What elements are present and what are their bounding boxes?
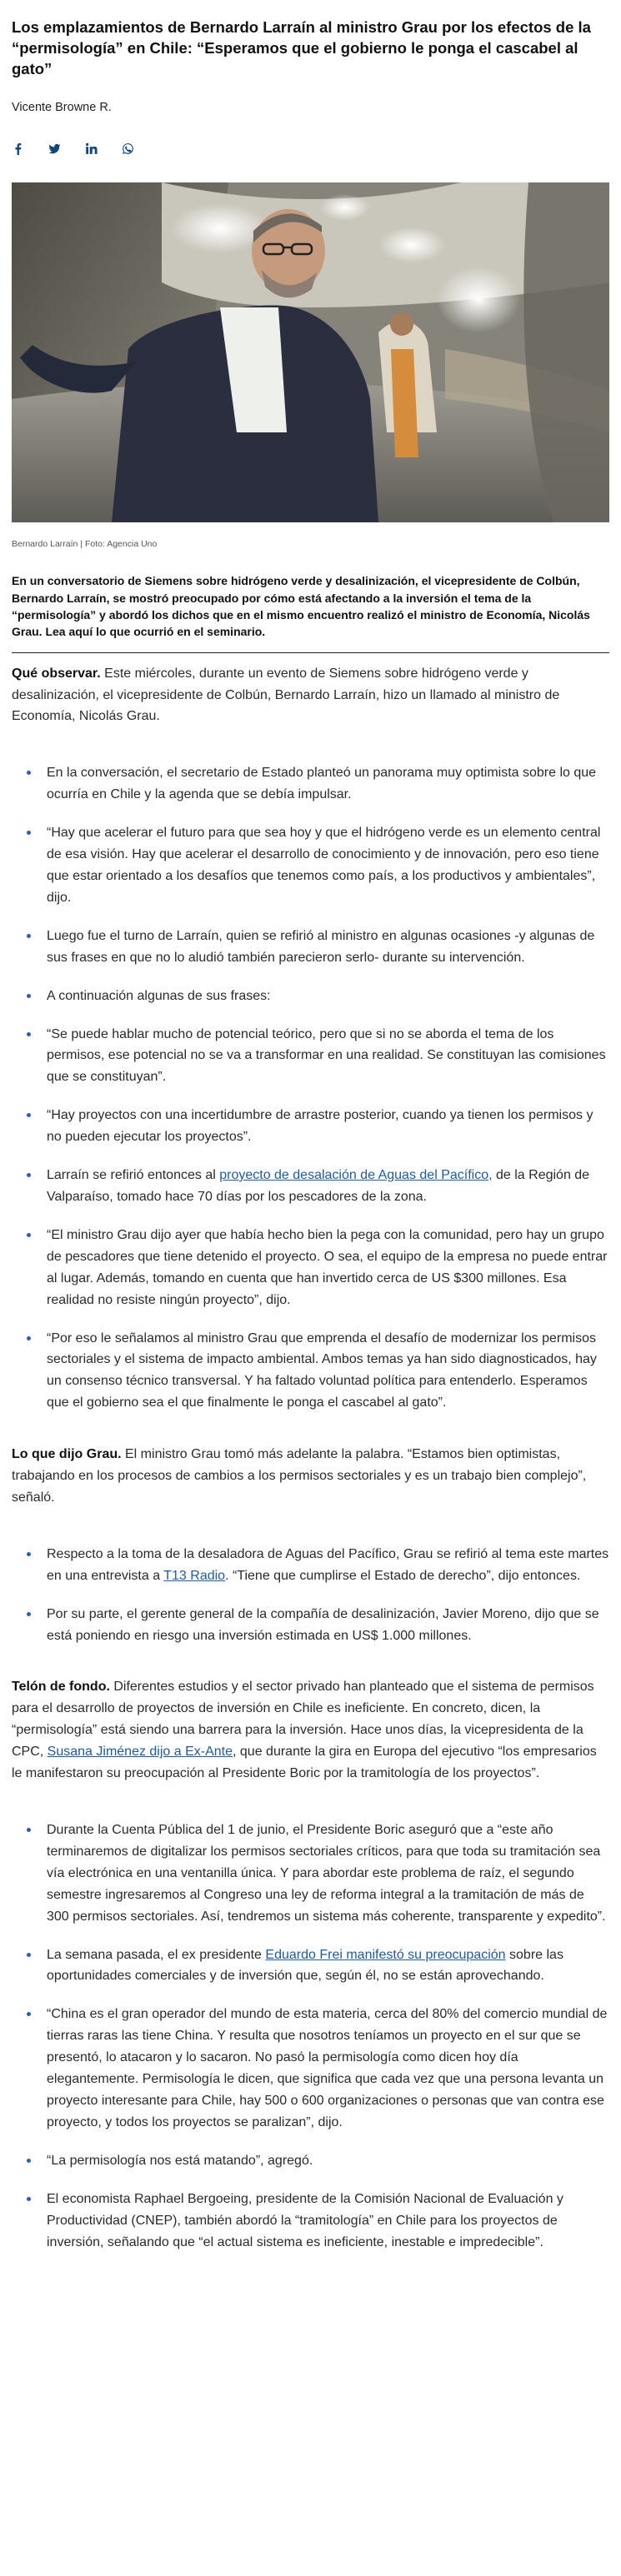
susana-jimenez-link[interactable]: Susana Jiménez dijo a Ex-Ante: [47, 1745, 233, 1760]
list-item: En la conversación, el secretario de Estado planteó un panorama muy optimista sobre lo que ocurría en Chile y la agenda que se debía impulsar.: [33, 762, 609, 806]
section-text: , que durante la gira en Europa del ejecutivo “los empresarios le manifestaron su preocupación al Presidente Boric por la tramitología de los proyectos”.: [12, 1745, 597, 1781]
list-item-text: sobre las oportunidades comerciales y de inversión que, según él, no se están aprovechando.: [47, 1947, 563, 1984]
list-item-text: Larraín se refirió entonces al: [47, 1168, 220, 1183]
list-item: Luego fue el turno de Larraín, quien se refirió al ministro en algunas ocasiones -y algunas de sus frases en que no lo aludió también parecieron serlo- durante su intervención.: [33, 926, 609, 969]
list-item: Durante la Cuenta Pública del 1 de junio, el Presidente Boric aseguró que a “este año terminaremos de digitalizar los permisos sectoriales críticos, para que toda su tramitación sea vía electrónica en una ventanilla única. Y para abordar este problema de raíz, el segundo semestre ingresaremos al Congreso una ley de reforma integral a la tramitación de más de 300 permisos sectoriales. Así, tendremos un sistema más coherente, transparente y expedito”.: [33, 1820, 609, 1928]
section-text: Este miércoles, durante un evento de Siemens sobre hidrógeno verde y desalinización, el vicepresidente de Colbún, Bernardo Larraín, hizo un llamado al ministro de Economía, Nicolás Grau.: [12, 666, 560, 724]
list-item: Por su parte, el gerente general de la compañía de desalinización, Javier Moreno, dijo que se está poniendo en riesgo una inversión estimada en US$ 1.000 millones.: [33, 1604, 609, 1647]
bullet-list: [12, 1820, 609, 2253]
list-item: “Se puede hablar mucho de potencial teórico, pero que si no se aborda el tema de los permisos, ese potencial no se va a transformar en una realidad. Se constituyan las comisiones que se constituyan”.: [33, 1024, 609, 1089]
list-item: “Hay proyectos con una incertidumbre de arrastre posterior, cuando ya tienen los permisos y no pueden ejecutar los proyectos”.: [33, 1105, 609, 1148]
photo-caption: Bernardo Larraín | Foto: Agencia Uno: [12, 539, 158, 550]
section-text: El ministro Grau tomó más adelante la palabra. “Estamos bien optimistas, trabajando en los procesos de cambios a los permisos sectoriales y es un trabajo bien complejo”, señaló.: [12, 1447, 587, 1505]
twitter-icon[interactable]: [48, 137, 85, 159]
facebook-icon[interactable]: [12, 137, 48, 159]
section-text: Diferentes estudios y el sector privado han planteado que el sistema de permisos para el desarrollo de proyectos de inversión en Chile es ineficiente. En concreto, dicen, la “permisología” está siendo una barrera para la inversión. Hace unos días, la vicepresidenta de la CPC,: [12, 1680, 594, 1760]
linkedin-icon[interactable]: [85, 137, 122, 159]
section-telon-de-fondo: [12, 1676, 609, 1785]
list-item: “La permisología nos está matando”, agregó.: [33, 2150, 609, 2172]
whatsapp-icon[interactable]: [122, 137, 158, 159]
article-lede: En un conversatorio de Siemens sobre hidrógeno verde y desalinización, el vicepresidente de Colbún, Bernardo Larraín, se mostró preocupado por cómo está afectando a la inversión el tema de la “permisología” y abordó los dichos que en el mismo encuentro realizó el ministro de Economía, Nicolás Grau. Lea aquí lo que ocurrió en el seminario.: [12, 572, 609, 652]
article-photo: [12, 182, 609, 522]
list-item: “El ministro Grau dijo ayer que había hecho bien la pega con la comunidad, pero hay un grupo de pescadores que tiene detenido el proyecto. O sea, el equipo de la empresa no puede entrar al lugar. Además, tomando en cuenta que han invertido cerca de US $300 millones. Esa realidad no resiste ningún proyecto”, dijo.: [33, 1225, 609, 1311]
bullet-list: [12, 1544, 609, 1647]
list-item-text: de la Región de Valparaíso, tomado hace 70 días por los pescadores de la zona.: [47, 1168, 590, 1204]
list-item-text: La semana pasada, el ex presidente: [47, 1947, 266, 1962]
section-lead: Telón de fondo.: [12, 1680, 110, 1695]
list-item: A continuación algunas de sus frases:: [33, 986, 609, 1007]
bullet-list: [12, 762, 609, 1414]
list-item: [33, 1165, 609, 1208]
list-item: “Por eso le señalamos al ministro Grau que emprenda el desafío de modernizar los permisos sectoriales y el sistema de impacto ambiental. Ambos temas ya han sido diagnosticados, hay un consenso técnico transversal. Y ha faltado voluntad política para entenderlo. Esperamos que el gobierno sea el que finalmente le ponga el cascabel al gato”.: [33, 1328, 609, 1415]
list-item: “Hay que acelerar el futuro para que sea hoy y que el hidrógeno verde es un elemento central de esa visión. Hay que acelerar el desarrollo de conocimiento y de innovación, pero eso tiene que estar orientado a los desafíos que tenemos como país, a los productivos y ambientales”, dijo.: [33, 822, 609, 909]
list-item: “China es el gran operador del mundo de esta materia, cerca del 80% del comercio mundial de tierras raras las tiene China. Y resulta que nosotros teníamos un proyecto en el sur que se presentó, lo atacaron y lo sacaron. No pasó la permisología como dicen hoy día elegantemente. Permisología le dicen, que significa que cada vez que una persona levanta un proyecto interesante para Chile, hay 500 o 600 organizaciones o personas que van contra ese proyecto, y todos los proyectos se paralizan”, dijo.: [33, 2004, 609, 2133]
list-item-text: Respecto a la toma de la desaladora de Aguas del Pacífico, Grau se refirió al tema este martes en una entrevista a: [47, 1546, 609, 1583]
list-item: [33, 1944, 609, 1988]
aguas-del-pacifico-link[interactable]: proyecto de desalación de Aguas del Pacífico,: [219, 1168, 493, 1183]
eduardo-frei-link[interactable]: Eduardo Frei manifestó su preocupación: [265, 1947, 506, 1962]
article-author[interactable]: Vicente Browne R.: [12, 101, 112, 115]
section-que-observar: [12, 663, 609, 728]
list-item: El economista Raphael Bergoeing, presidente de la Comisión Nacional de Evaluación y Productividad (CNEP), también abordó la “tramitología” en Chile para los proyectos de inversión, señalando que “el actual sistema es ineficiente, inestable e impredecible”.: [33, 2189, 609, 2254]
list-item: [33, 1544, 609, 1587]
section-lo-que-dijo-grau: [12, 1444, 609, 1509]
share-bar: [12, 137, 609, 159]
t13-radio-link[interactable]: T13 Radio: [163, 1568, 226, 1583]
article-headline: Los emplazamientos de Bernardo Larraín al ministro Grau por los efectos de la “permisología” en Chile: “Esperamos que el gobierno le ponga el cascabel al gato”: [12, 18, 591, 78]
section-lead: Qué observar.: [12, 666, 101, 681]
list-item-text: . “Tiene que cumplirse el Estado de derecho”, dijo entonces.: [225, 1568, 581, 1583]
section-lead: Lo que dijo Grau.: [12, 1447, 122, 1462]
